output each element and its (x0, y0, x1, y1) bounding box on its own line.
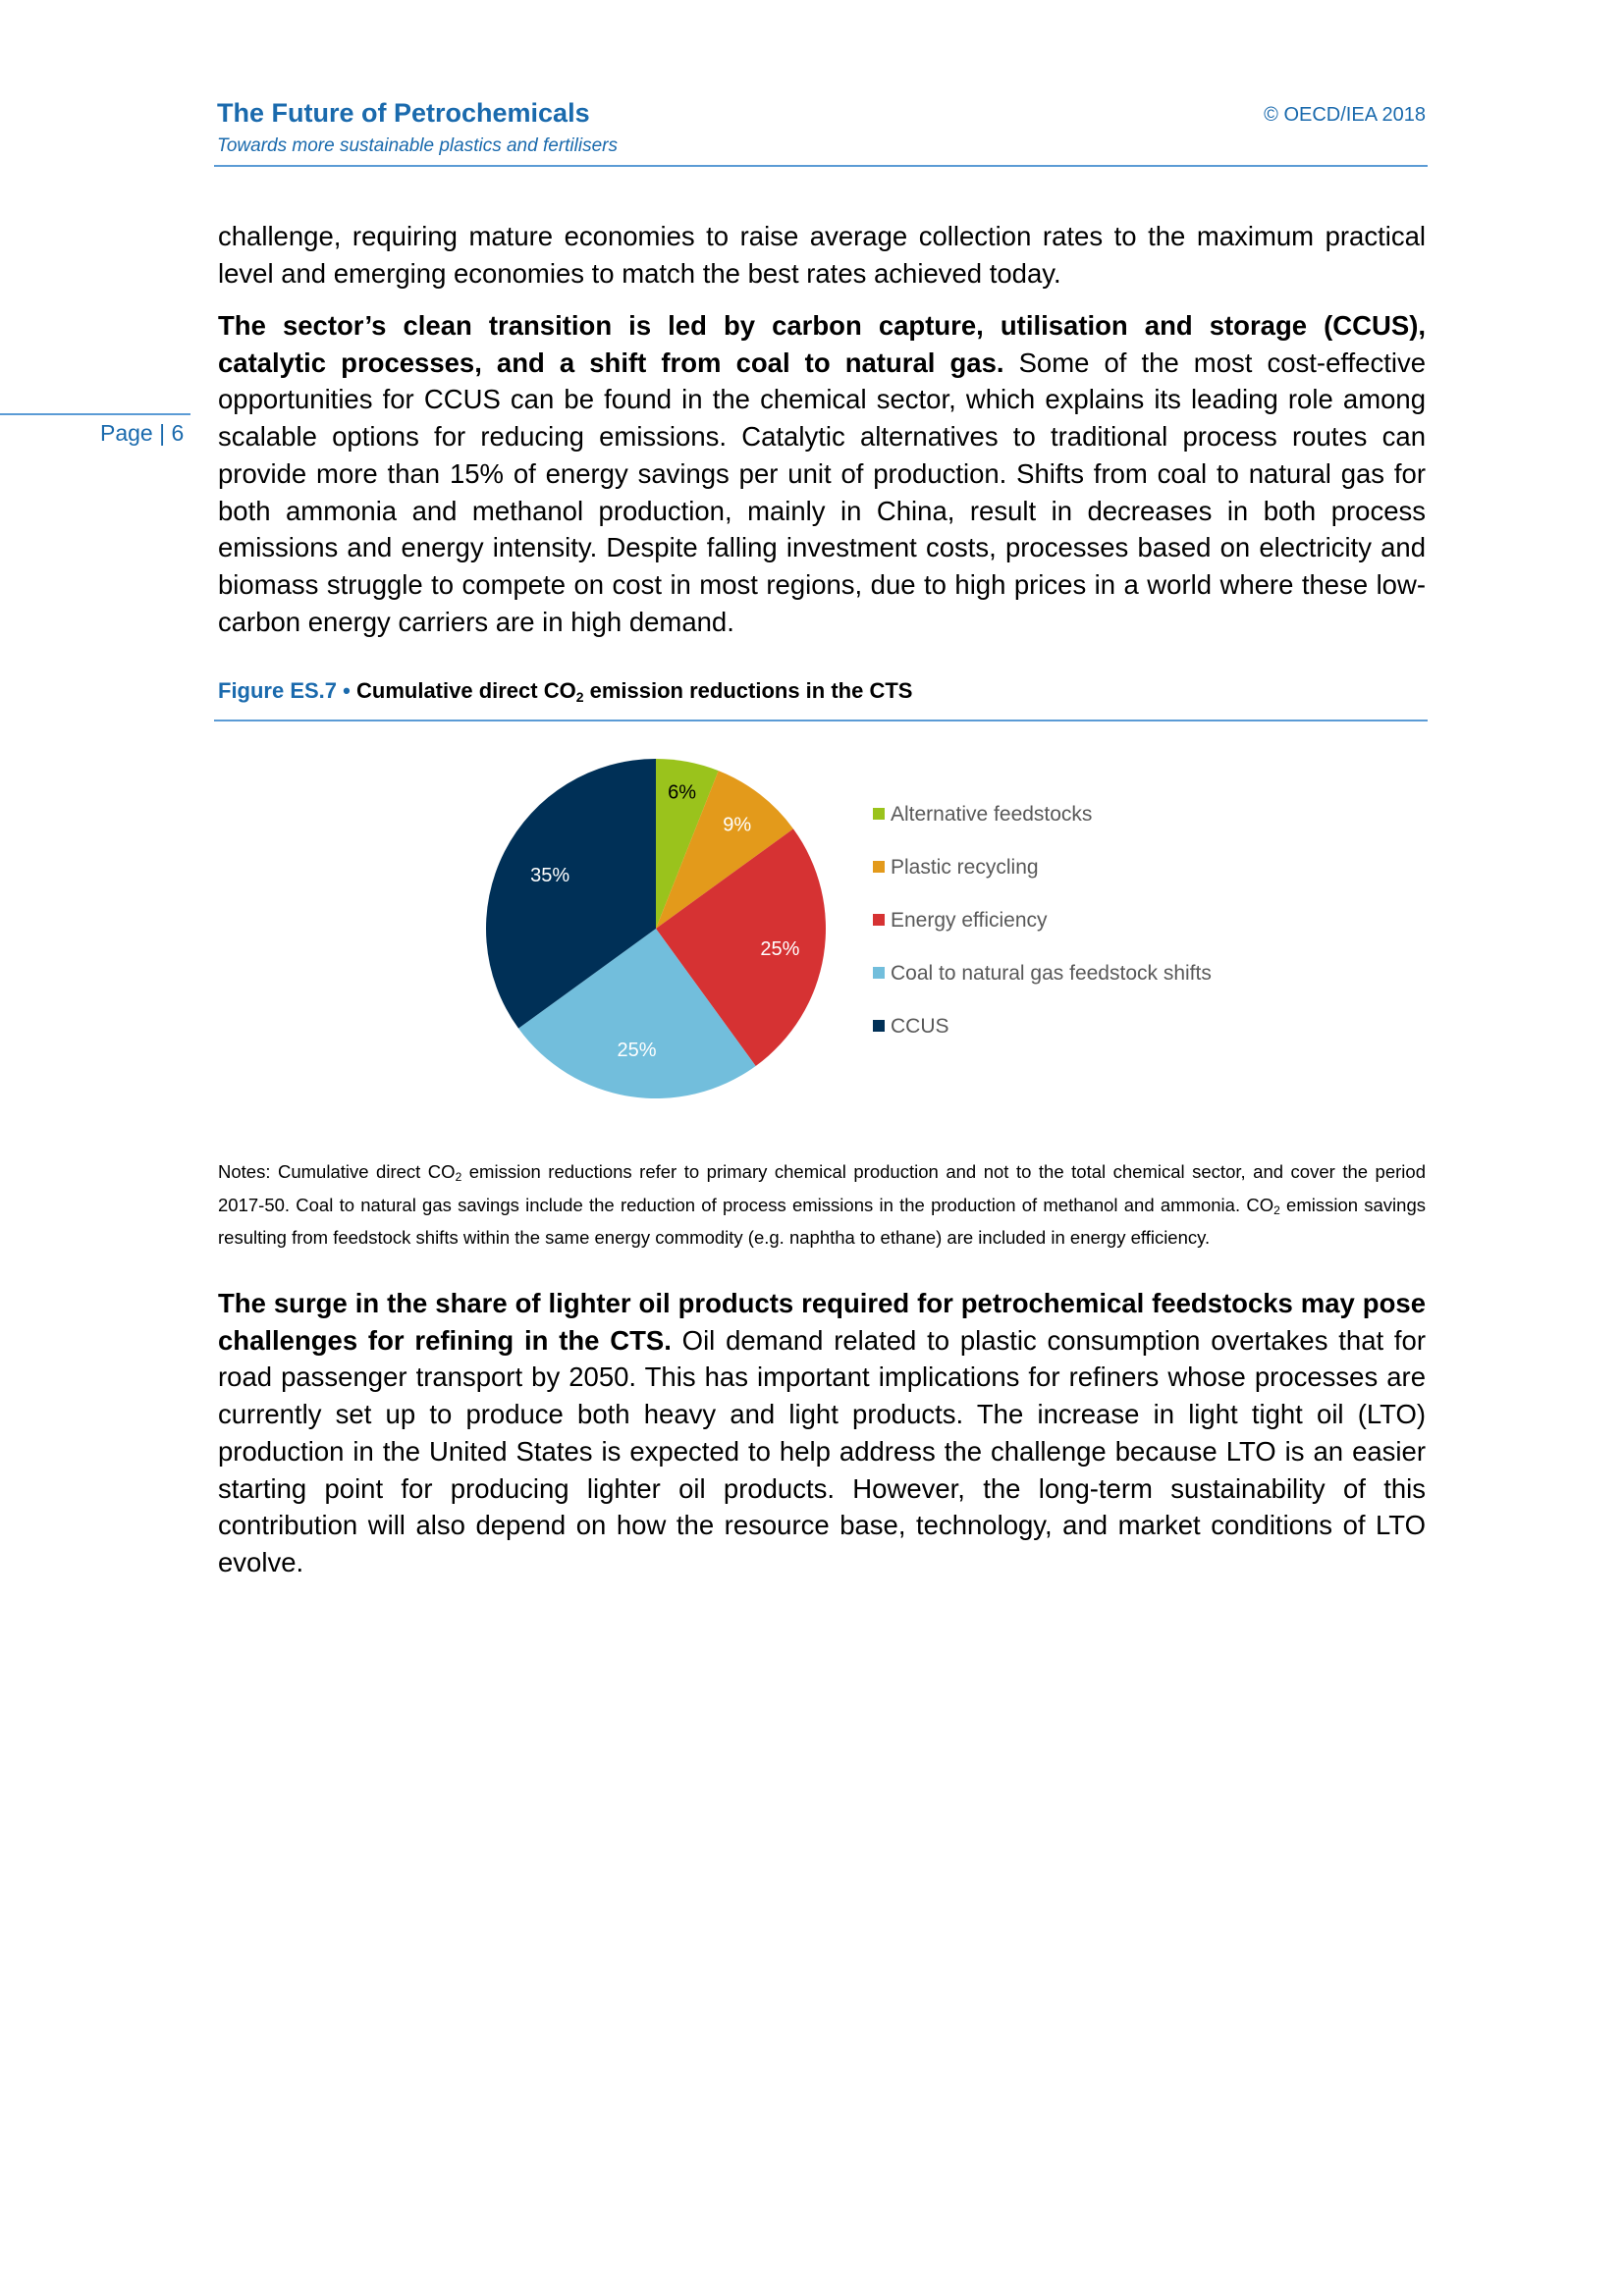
notes-text-3: emission savings resulting from feedstock shifts within the same energy commodity (e.g. naphtha to ethane) are included in energy efficiency. (218, 1194, 1426, 1248)
legend-label-2: Plastic recycling (891, 856, 1039, 879)
header-subtitle: Towards more sustainable plastics and fertilisers (217, 135, 618, 156)
legend-item-4 (873, 962, 1212, 986)
legend-swatch-3 (873, 914, 885, 926)
legend-swatch-5 (873, 1020, 885, 1032)
pie-label-2: 9% (723, 814, 752, 836)
legend-swatch-2 (873, 861, 885, 873)
figure-number: Figure ES.7 (218, 678, 338, 703)
legend-item-2 (873, 856, 1039, 880)
legend-swatch-1 (873, 808, 885, 820)
paragraph-1: challenge, requiring mature economies to raise average collection rates to the maximum practical level and emerging economies to match the best rates achieved today. (218, 221, 1426, 289)
header-copyright: © OECD/IEA 2018 (1264, 104, 1426, 126)
notes-sub-2: 2 (1273, 1202, 1280, 1217)
figure-title-sub: 2 (575, 689, 584, 705)
legend-swatch-4 (873, 967, 885, 979)
figure-bullet: • (343, 678, 351, 703)
pie-label-5: 35% (530, 865, 570, 887)
figure-title-post: emission reductions in the CTS (583, 678, 913, 703)
paragraph-3 (218, 1285, 1426, 1581)
notes-text-1: Notes: Cumulative direct CO (218, 1161, 456, 1182)
paragraph-3-body: Oil demand related to plastic consumption overtakes that for road passenger transport by 2050. This has important implications for refiners whose processes are currently set up to produce both heavy and light products. The increase in light tight oil (LTO) production in the United States is expected to help address the challenge because LTO is an easier starting point for producing lighter oil products. However, the long-term sustainability of this contribution will also depend on how the resource base, technology, and market conditions of LTO evolve. (218, 1324, 1427, 1577)
pie-label-1: 6% (668, 781, 697, 804)
legend-item-5 (873, 1015, 949, 1039)
legend-label-4: Coal to natural gas feedstock shifts (891, 962, 1212, 985)
header-title: The Future of Petrochemicals (217, 98, 590, 128)
figure-title-pre: Cumulative direct CO (356, 678, 576, 703)
legend-label-3: Energy efficiency (891, 909, 1048, 932)
paragraph-3-lead: The surge in the share of lighter oil products required for petrochemical feedstocks may pose challenges for refining in the CTS. (218, 1288, 1426, 1356)
legend-label-5: CCUS (891, 1015, 949, 1038)
notes-text-2: emission reductions refer to primary chemical production and not to the total chemical sector, and cover the period 2017-50. Coal to natural gas savings include the reduction of process emissions in the production of methanol and ammonia. CO (218, 1161, 1426, 1215)
legend-item-3 (873, 909, 1048, 933)
pie-label-4: 25% (617, 1040, 657, 1062)
figure-notes (218, 1158, 1426, 1252)
legend-label-1: Alternative feedstocks (891, 803, 1093, 826)
notes-sub-1: 2 (455, 1170, 462, 1184)
pie-label-3: 25% (760, 938, 800, 961)
paragraph-2-body: Some of the most cost-effective opportunities for CCUS can be found in the chemical sector, which explains its leading role among scalable options for reducing emissions. Catalytic alternatives to traditional process routes can provide more than 15% of energy savings per unit of production. Shifts from coal to natural gas for both ammonia and methanol production, mainly in China, result in decreases in both process emissions and energy intensity. Despite falling investment costs, processes based on electricity and biomass struggle to compete on cost in most regions, due to high prices in a world where these low-carbon energy carriers are in high demand. (218, 347, 1426, 637)
paragraph-2-lead: The sector’s clean transition is led by carbon capture, utilisation and storage (CCUS), catalytic processes, and a shift from coal to natural gas. (218, 310, 1426, 378)
legend-item-1 (873, 803, 1092, 827)
page-number: Page | 6 (100, 420, 185, 446)
